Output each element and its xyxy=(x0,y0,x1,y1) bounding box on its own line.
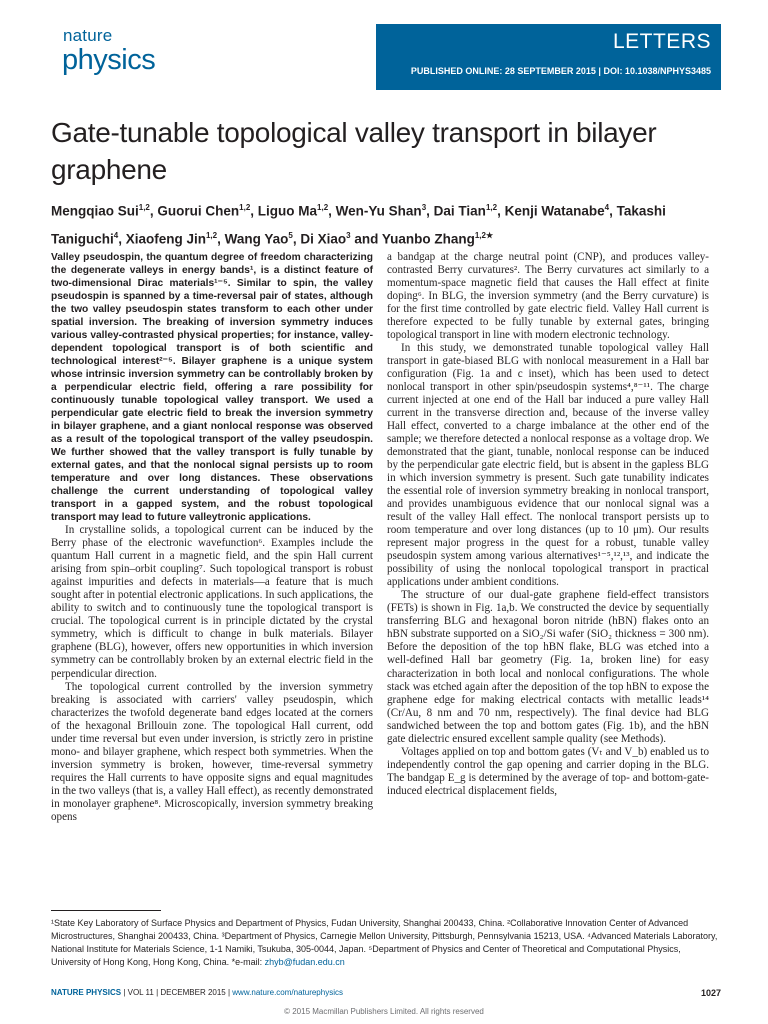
author-name: Liguo Ma xyxy=(257,203,318,219)
body-paragraph: In this study, we demonstrated tunable topological valley Hall transport in gate-biased BLG with nonlocal measurement in a Hall bar configuration (Fig. 1a and c inset), which has been used to detect nonlocal transport in other spin/pseudospin systems⁴,⁸⁻¹¹. The charge current injected at one end of the Hall bar induced a pure valley Hall current in the transverse direction and, because of the inverse valley Hall effect, converted to a charge imbalance at the other end of the sample; we therefore detected a nonlocal response as a voltage drop. We demonstrated that the giant, tunable, nonlocal response can be induced by the perpendicular gate electric field, but is absent in the gapless BLG in which inversion symmetry is present. Such gate tunability indicates the essential role of inversion symmetry breaking in nonlocal transport, and provides unambiguous evidence that our nonlocal signal was a result of the valley Hall effect. The nonlocal transport persists up to room temperature and over long distances (up to 10 μm). Our results represent major progress in the quest for a robust, tunable valley pseudospin system among various alternatives¹⁻⁵,¹²,¹³, and indicate the possibility of using the nonlocal topological transport in practical applications under ambient conditions. xyxy=(387,342,709,589)
author-name: Yuanbo Zhang xyxy=(381,231,475,246)
author-name: Mengqiao Sui xyxy=(51,203,139,219)
logo-physics: physics xyxy=(62,44,156,76)
footnote-divider xyxy=(51,910,161,911)
author-name: Xiaofeng Jin xyxy=(125,231,206,246)
left-column xyxy=(51,251,373,824)
body-paragraph: Voltages applied on top and bottom gates (Vₜ and V_b) enabled us to independently control the gap opening and carrier doping in the BLG. The bandgap E_g is determined by the average of top- and bottom-gate-induced electrical displacement fields, xyxy=(387,745,709,797)
author-affiliation: 1,2★ xyxy=(474,230,494,240)
author-affiliation: 3 xyxy=(346,230,351,240)
logo-nature: nature xyxy=(63,26,113,45)
body-paragraph: The structure of our dual-gate graphene field-effect transistors (FETs) is shown in Fig. 1a,b. We constructed the device by sequentially transferring BLG and hexagonal boron nitride (hBN) flakes onto an hBN substrate supported on a SiO₂/Si wafer (SiO₂ thickness = 300 nm). Before the deposition of the top hBN flake, BLG was etched into a well-defined Hall bar geometry (Fig. 1a, broken line) for easy characterization in both local and nonlocal configurations. The whole stack was etched again after the deposition of the top hBN to expose the graphene edge for making electrical contacts with metallic leads¹⁴ (Cr/Au, 8 nm and 70 nm, respectively). The final device had BLG sandwiched between the top and bottom gates (Fig. 1b), and the hBN gate dielectric ensured excellent sample quality (see Methods). xyxy=(387,589,709,745)
author-name: Dai Tian xyxy=(433,203,486,219)
abstract: Valley pseudospin, the quantum degree of freedom characterizing the degenerate valleys in energy bands¹, is a distinct feature of two-dimensional Dirac materials¹⁻⁵. Similar to spin, the valley pseudospin is spanned by a time-reversal pair of states, although the two valley pseudospin states transform to each other under spatial inversion. The breaking of inversion symmetry induces various valley-contrasted physical properties; for instance, valley-dependent topological transport is of both scientific and technological interest²⁻⁵. Bilayer graphene is a unique system whose intrinsic inversion symmetry can be controllably broken by a perpendicular electric field, offering a rare possibility for continuously tunable topological valley transport. We used a perpendicular gate electric field to break the inversion symmetry in bilayer graphene, and a giant nonlocal response was observed as a result of the topological transport of the valley pseudospin. We further showed that the valley transport is fully tunable by external gates, and that the nonlocal signal persists up to room temperature and over long distances. These observations challenge the current understanding of topological valley transport in a gapped system, and the robust topological transport may lead to future valleytronic applications. xyxy=(51,252,373,524)
article-title: Gate-tunable topological valley transport in bilayer graphene xyxy=(51,117,657,185)
body-paragraph: a bandgap at the charge neutral point (CNP), and produces valley-contrasted Berry curvatures². The Berry curvatures act similarly to a momentum-space magnetic field that causes the Hall effect at finite doping⁶. In BLG, the inversion symmetry (and the Berry curvature) is for the first time controlled by gate electric field. Valley Hall current is therefore expected to be fully tunable by external gates, bringing topological transport in line with modern electronic technology. xyxy=(387,251,709,342)
body-paragraph: In crystalline solids, a topological current can be induced by the Berry phase of the electronic wavefunction⁶. Examples include the quantum Hall current in a magnetic field, and the spin Hall current arising from spin–orbit coupling⁷. Such topological transport is robust against impurities and defects in materials—a feature that is much sought after in potential electronic applications. In such applications, the ability to switch and to continuously tune the topological transport is crucial. The topological current is in principle dictated by the crystal symmetry, which is difficult to change in bulk materials. Bilayer graphene (BLG), however, offers new opportunities in which inversion symmetry can be controllably broken by an external electric field in the perpendicular direction. xyxy=(51,524,373,680)
author-affiliation: 4 xyxy=(604,203,610,212)
journal-logo xyxy=(51,20,156,84)
footer-url[interactable]: www.nature.com/naturephysics xyxy=(232,988,343,997)
author-affiliation: 1,2 xyxy=(205,230,218,240)
author-affiliation: 1,2 xyxy=(485,203,498,212)
author-name: Takashi Taniguchi xyxy=(51,203,666,246)
affiliations-text: ¹State Key Laboratory of Surface Physics and Department of Physics, Fudan University, Shanghai 200433, China. ²Collaborative Innovation Center of Advanced Microstructures, Shanghai 200433, China. ³Department of Physics, Carnegie Mellon University, Pittsburgh, Pennsylvania 15213, USA. ⁴Advanced Materials Laboratory, National Institute for Materials Science, 1-1 Namiki, Tsukuba, 305-0044, Japan. ⁵Department of Physics and Center of Theoretical and Computational Physics, University of Hong Kong, Hong Kong, China. *e-mail: xyxy=(51,918,718,967)
body-paragraph: The topological current controlled by the inversion symmetry breaking is associated with carriers' valley pseudospin, which characterizes the twofold degenerate band edges located at the corners of the hexagonal Brillouin zone. The topological Hall current, odd under time reversal but even under inversion, is strictly zero in pristine mono- and bilayer graphene, which respect both symmetries. When the inversion symmetry is broken, however, time-reversal symmetry requires the Hall currents to have opposite signs and equal magnitudes in the two valleys (that is, a valley Hall effect), as recently demonstrated in monolayer graphene⁸. Microscopically, inversion symmetry breaking opens xyxy=(51,680,373,823)
author-name: Wang Yao xyxy=(224,231,289,246)
author-affiliation: 3 xyxy=(421,203,427,212)
author-affiliation: 1,2 xyxy=(138,203,150,212)
author-name: Di Xiao xyxy=(300,231,347,246)
footer-journal: NATURE PHYSICS xyxy=(51,988,122,997)
author-name: Kenji Watanabe xyxy=(504,203,605,219)
author-name: Guorui Chen xyxy=(157,203,240,219)
author-list: Mengqiao Sui$^{1,2}$, Guorui Chen$^{1,2}$, Liguo Ma$^{1,2}$, Wen-Yu Shan$^3$, Dai Tian$^{1,2}$, Kenji Watanabe$^4$, Takashi Taniguchi$^4$, Xiaofeng Jin$^{1,2}$, Wang Yao$^5$, Di Xiao$^3$ and Yuanbo Zhang$^{1,2★}$ xyxy=(51,203,666,246)
author-affiliation: 1,2 xyxy=(239,203,251,212)
author-name: Wen-Yu Shan xyxy=(335,203,422,219)
author-affiliation: 4 xyxy=(113,230,119,240)
author-affiliation: 5 xyxy=(288,230,293,240)
publication-info: PUBLISHED ONLINE: 28 SEPTEMBER 2015 | DOI: 10.1038/NPHYS3485 xyxy=(410,66,711,76)
footer-issue: | VOL 11 | DECEMBER 2015 | xyxy=(121,988,233,997)
author-affiliation: 1,2 xyxy=(317,203,329,212)
section-label: LETTERS xyxy=(612,30,711,53)
affiliations xyxy=(51,917,721,969)
header-banner xyxy=(376,24,721,90)
copyright: © 2015 Macmillan Publishers Limited. All rights reserved xyxy=(284,1007,484,1016)
email-link[interactable]: zhyb@fudan.edu.cn xyxy=(264,957,345,967)
page-footer xyxy=(51,988,721,997)
page-number: 1027 xyxy=(700,988,721,998)
right-column xyxy=(387,251,709,798)
